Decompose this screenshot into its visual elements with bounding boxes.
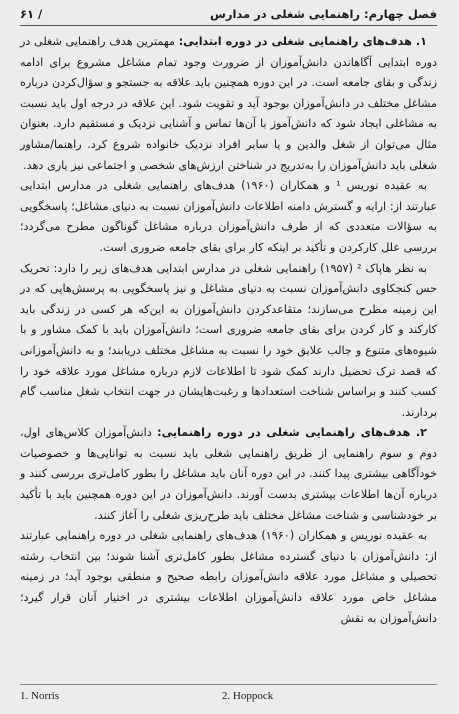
page-number: / ۶۱ <box>20 7 43 21</box>
paragraph-2 <box>20 176 437 258</box>
paragraph-5-text: به عقیده نوریس و همکاران (۱۹۶۰) هدف‌های راهنمایی شغلی در دوره راهنمایی عبارتند از: دانش‌آموزان با دنیای گسترده مشاغل بطور کامل‌تری آشنا شوند؛ بین انتخاب رشته تحصیلی و مشاغل مورد علاقه دانش‌آموزان رابطه صحیح و منطقی بوجود آید؛ در زمینه مشاغل خاص مورد علاقه دانش‌آموزان اطلاعات بیشتری در اختیار آنان قرار گیرد؛ دانش‌آموزان به نقش <box>20 529 437 625</box>
paragraph-4 <box>20 423 437 526</box>
section-heading-1: ۱. هدف‌های راهنمایی شغلی در دوره ابتدایی: <box>178 35 427 48</box>
header-divider <box>20 25 437 26</box>
paragraph-1-text: مهمترین هدف راهنمایی شغلی در دوره ابتدایی آگاهاندن دانش‌آموزان از ضرورت وجود تمام مشاغل مشروع برای ادامه زندگی و بقای جامعه است. در این دوره همچنین باید علاقه به جستجو و سؤال‌کردن درباره مشاغل مختلف در دانش‌آموزان بوجود آید و تقویت شود. این علاقه در درجه اول باید نسبت به مشاغلی ایجاد شود که دانش‌آموز با آن‌ها تماس و آشنایی نزدیک و مستقیم دارد. بعنوان مثال می‌توان از شغل والدین و یا سایر افراد نزدیک خانواده شروع کرد. راهنما/مشاور شغلی باید دانش‌آموزان را به‌تدریج در شناختن ارزش‌های شخصی و اجتماعی نیز یاری دهد. <box>20 35 437 172</box>
footnote-2: 2. Hoppock <box>221 690 274 702</box>
paragraph-1 <box>20 32 437 176</box>
running-header <box>20 4 437 24</box>
footnote-divider <box>20 684 437 685</box>
footnote-spacer <box>436 690 437 702</box>
footnote-1: 1. Norris <box>20 690 60 702</box>
body-text <box>20 32 437 629</box>
section-heading-2: ۲. هدف‌های راهنمایی شغلی در دوره راهنمایی: <box>157 426 427 440</box>
paragraph-2-text: به عقیده نوریس ¹ و همکاران (۱۹۶۰) هدف‌های راهنمایی شغلی در مدارس ابتدایی عبارتند از: ارایه و گسترش دامنه اطلاعات دانش‌آموزان نسبت به دنیای مشاغل؛ پاسخگویی به سؤالات متعددی که از طرف دانش‌آموزان درباره مشاغل گوناگون مطرح می‌گردد؛ بررسی علل کارکردن و تأکید بر اینکه کار برای بقای جامعه ضروری است. <box>20 179 437 254</box>
chapter-title: فصل چهارم: راهنمایی شغلی در مدارس <box>209 7 437 21</box>
paragraph-4-text: دانش‌آموزان کلاس‌های اول، دوم و سوم راهنمایی از طریق راهنمایی شغلی باید نسبت به توانایی‌ها و خصوصیات خودآگاهی بیشتری پیدا کنند. در این دوره آنان باید مشاغل را بطور کامل‌تری بررسی کنند و درباره آن‌ها اطلاعات بیشتری بدست آورند. دانش‌آموزان در این دوره همچنین باید با تأکید بر خودشناسی و شناخت مشاغل مختلف باید طرح‌ریزی شغلی را آغاز کنند. <box>20 426 437 522</box>
paragraph-5 <box>20 526 437 629</box>
footnotes <box>20 690 437 702</box>
paragraph-3 <box>20 259 437 424</box>
paragraph-3-text: به نظر هاپاک ² (۱۹۵۷) راهنمایی شغلی در مدارس ابتدایی هدف‌های زیر را دارد: تحریک حس کنجکاوی دانش‌آموزان نسبت به دنیای مشاغل و نیز پاسخگویی به پرسش‌هایی که در این زمینه مطرح می‌سازند؛ متقاعدکردن دانش‌آموزان به این‌که هر کسی در زندگی باید کارکند و کار کردن برای بقای جامعه ضروری است؛ دانش‌آموزان باید با کمک مشاور و با شیوه‌های متنوع و جالب علایق خود را نسبت به مشاغل مختلف دریابند؛ و به دانش‌آموزانی که قصد ترک تحصیل دارند کمک شود تا اطلاعات لازم درباره مشاغل مورد علاقه خود را کسب کنند و براساس شناخت استعدادها و رغبت‌هایشان در جهت انتخاب شغل مناسب گام بردارند. <box>20 261 437 419</box>
